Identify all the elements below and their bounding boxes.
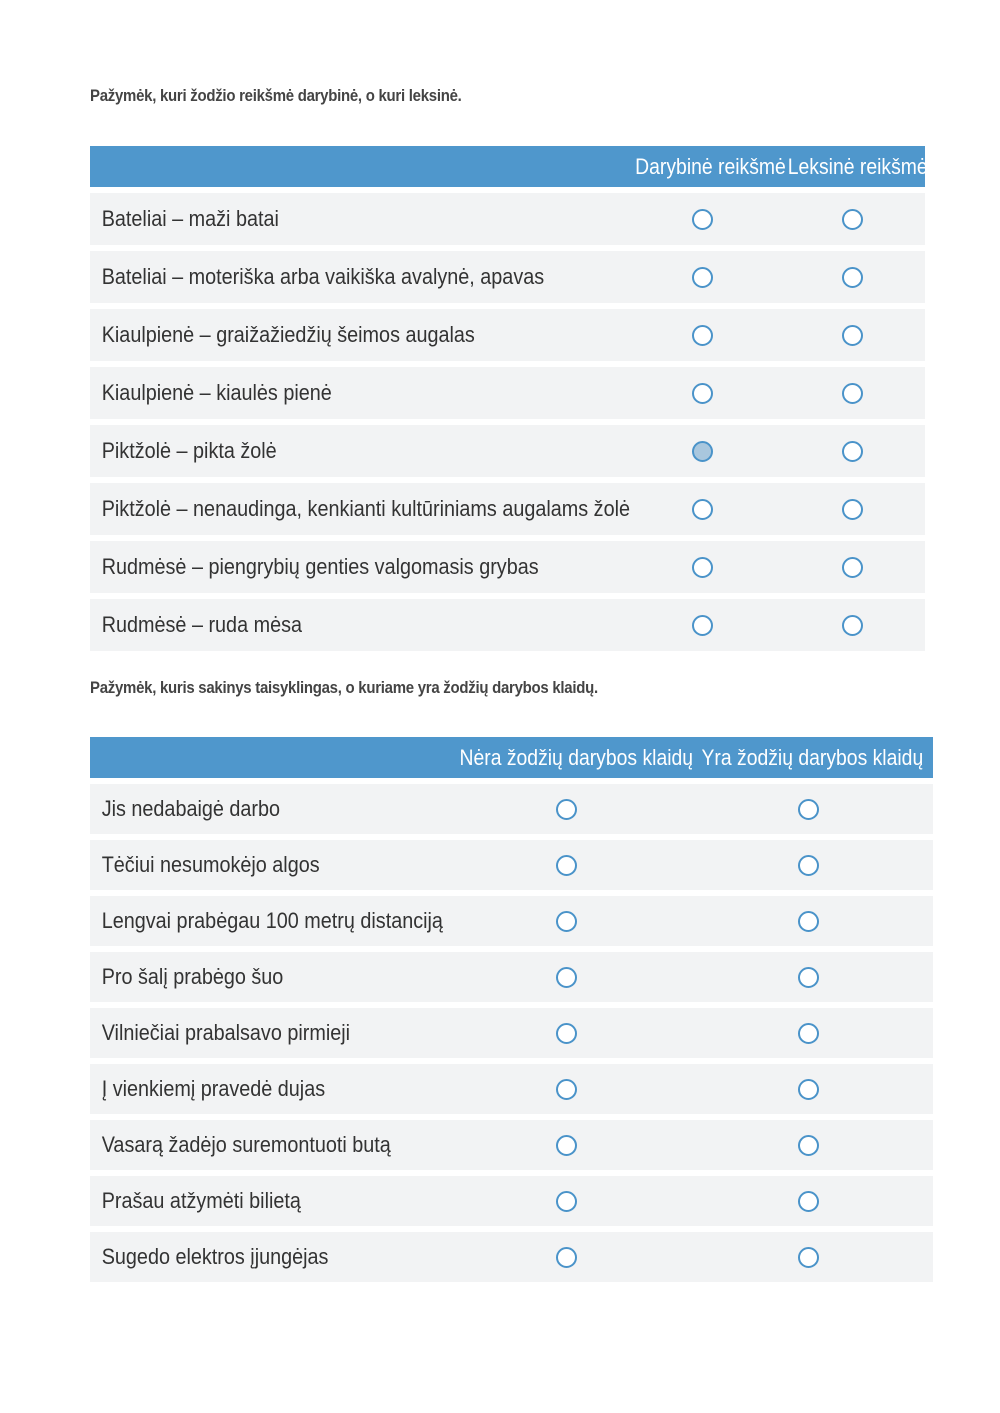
radio-cell: [626, 325, 779, 346]
radio-cell: [445, 1079, 687, 1100]
radio-button[interactable]: [556, 855, 577, 876]
quiz2-header: [90, 737, 933, 778]
radio-button[interactable]: [842, 325, 863, 346]
row-label: Rudmėsė – ruda mėsa: [101, 612, 303, 637]
row-label: Į vienkiemį pravedė dujas: [101, 1076, 326, 1101]
radio-cell: [687, 855, 929, 876]
table-row: [90, 1064, 933, 1114]
row-label: Bateliai – moteriška arba vaikiška avalynė, apavas: [101, 264, 545, 289]
radio-cell: [626, 267, 779, 288]
radio-button[interactable]: [692, 267, 713, 288]
radio-button[interactable]: [842, 267, 863, 288]
radio-button[interactable]: [798, 1135, 819, 1156]
radio-button[interactable]: [842, 209, 863, 230]
radio-cell: [687, 1079, 929, 1100]
row-label: Prašau atžymėti bilietą: [101, 1188, 301, 1213]
row-label: Piktžolė – nenaudinga, kenkianti kultūriniams augalams žolė: [101, 496, 631, 521]
radio-cell: [687, 1023, 929, 1044]
radio-cell: [626, 557, 779, 578]
quiz2-table: [90, 737, 933, 1282]
row-label: Sugedo elektros įjungėjas: [101, 1244, 329, 1269]
radio-button[interactable]: [798, 967, 819, 988]
radio-button[interactable]: [842, 615, 863, 636]
column-header: Darybinė reikšmė: [635, 153, 786, 179]
table-row: [90, 784, 933, 834]
radio-button[interactable]: [692, 209, 713, 230]
radio-button[interactable]: [798, 1247, 819, 1268]
row-label: Bateliai – maži batai: [101, 206, 279, 231]
radio-button[interactable]: [798, 1191, 819, 1212]
radio-cell: [445, 799, 687, 820]
radio-button[interactable]: [556, 1135, 577, 1156]
radio-cell: [779, 383, 925, 404]
radio-cell: [687, 967, 929, 988]
radio-cell: [687, 799, 929, 820]
radio-cell: [626, 383, 779, 404]
table-row: [90, 251, 925, 303]
radio-button[interactable]: [798, 799, 819, 820]
table-row: [90, 193, 925, 245]
row-label: Kiaulpienė – kiaulės pienė: [101, 380, 332, 405]
radio-button[interactable]: [692, 383, 713, 404]
row-label: Tėčiui nesumokėjo algos: [101, 852, 320, 877]
radio-cell: [779, 499, 925, 520]
row-label: Jis nedabaigė darbo: [101, 796, 281, 821]
radio-button[interactable]: [692, 615, 713, 636]
radio-cell: [687, 1135, 929, 1156]
table-row: [90, 896, 933, 946]
radio-cell: [445, 911, 687, 932]
radio-cell: [687, 1191, 929, 1212]
row-label: Pro šalį prabėgo šuo: [101, 964, 284, 989]
quiz1-table: [90, 146, 928, 651]
radio-cell: [626, 615, 779, 636]
radio-button[interactable]: [842, 383, 863, 404]
radio-button[interactable]: [692, 499, 713, 520]
row-label: Lengvai prabėgau 100 metrų distanciją: [101, 908, 443, 933]
radio-button[interactable]: [798, 855, 819, 876]
radio-button[interactable]: [842, 557, 863, 578]
row-label: Vasarą žadėjo suremontuoti butą: [101, 1132, 391, 1157]
radio-cell: [779, 557, 925, 578]
quiz2-instruction: Pažymėk, kuris sakinys taisyklingas, o kuriame yra žodžių darybos klaidų.: [90, 678, 598, 697]
radio-cell: [779, 325, 925, 346]
radio-button[interactable]: [556, 911, 577, 932]
radio-cell: [445, 1023, 687, 1044]
radio-button[interactable]: [842, 441, 863, 462]
radio-button[interactable]: [798, 1023, 819, 1044]
row-label: Rudmėsė – piengrybių genties valgomasis grybas: [101, 554, 539, 579]
row-label: Piktžolė – pikta žolė: [101, 438, 277, 463]
table-row: [90, 425, 925, 477]
table-row: [90, 541, 925, 593]
radio-cell: [445, 1135, 687, 1156]
radio-button[interactable]: [556, 967, 577, 988]
radio-button[interactable]: [556, 799, 577, 820]
radio-cell: [445, 1247, 687, 1268]
radio-cell: [626, 499, 779, 520]
table-row: [90, 1008, 933, 1058]
table-row: [90, 1176, 933, 1226]
radio-button[interactable]: [798, 911, 819, 932]
radio-cell: [445, 967, 687, 988]
radio-cell: [687, 911, 929, 932]
radio-button[interactable]: [556, 1023, 577, 1044]
row-label: Kiaulpienė – graižažiedžių šeimos augalas: [101, 322, 475, 347]
column-header: Nėra žodžių darybos klaidų: [459, 744, 694, 770]
table-row: [90, 309, 925, 361]
radio-cell: [626, 209, 779, 230]
table-row: [90, 1232, 933, 1282]
radio-button[interactable]: [692, 557, 713, 578]
column-header: Leksinė reikšmė: [787, 153, 928, 179]
radio-button[interactable]: [692, 325, 713, 346]
quiz1-instruction: Pažymėk, kuri žodžio reikšmė darybinė, o kuri leksinė.: [90, 86, 462, 105]
row-label: Vilniečiai prabalsavo pirmieji: [101, 1020, 351, 1045]
radio-cell: [445, 1191, 687, 1212]
radio-button[interactable]: [842, 499, 863, 520]
table-row: [90, 840, 933, 890]
column-header: Yra žodžių darybos klaidų: [701, 744, 924, 770]
radio-cell: [779, 441, 925, 462]
radio-cell: [626, 441, 779, 462]
table-row: [90, 367, 925, 419]
radio-cell: [687, 1247, 929, 1268]
table-row: [90, 952, 933, 1002]
radio-button[interactable]: [556, 1247, 577, 1268]
radio-button[interactable]: [556, 1079, 577, 1100]
radio-cell: [779, 615, 925, 636]
table-row: [90, 1120, 933, 1170]
radio-cell: [779, 209, 925, 230]
radio-cell: [445, 855, 687, 876]
quiz1-header: [90, 146, 928, 187]
table-row: [90, 483, 925, 535]
radio-button[interactable]: [556, 1191, 577, 1212]
radio-button[interactable]: [798, 1079, 819, 1100]
table-row: [90, 599, 925, 651]
radio-cell: [779, 267, 925, 288]
radio-button[interactable]: [692, 441, 713, 462]
